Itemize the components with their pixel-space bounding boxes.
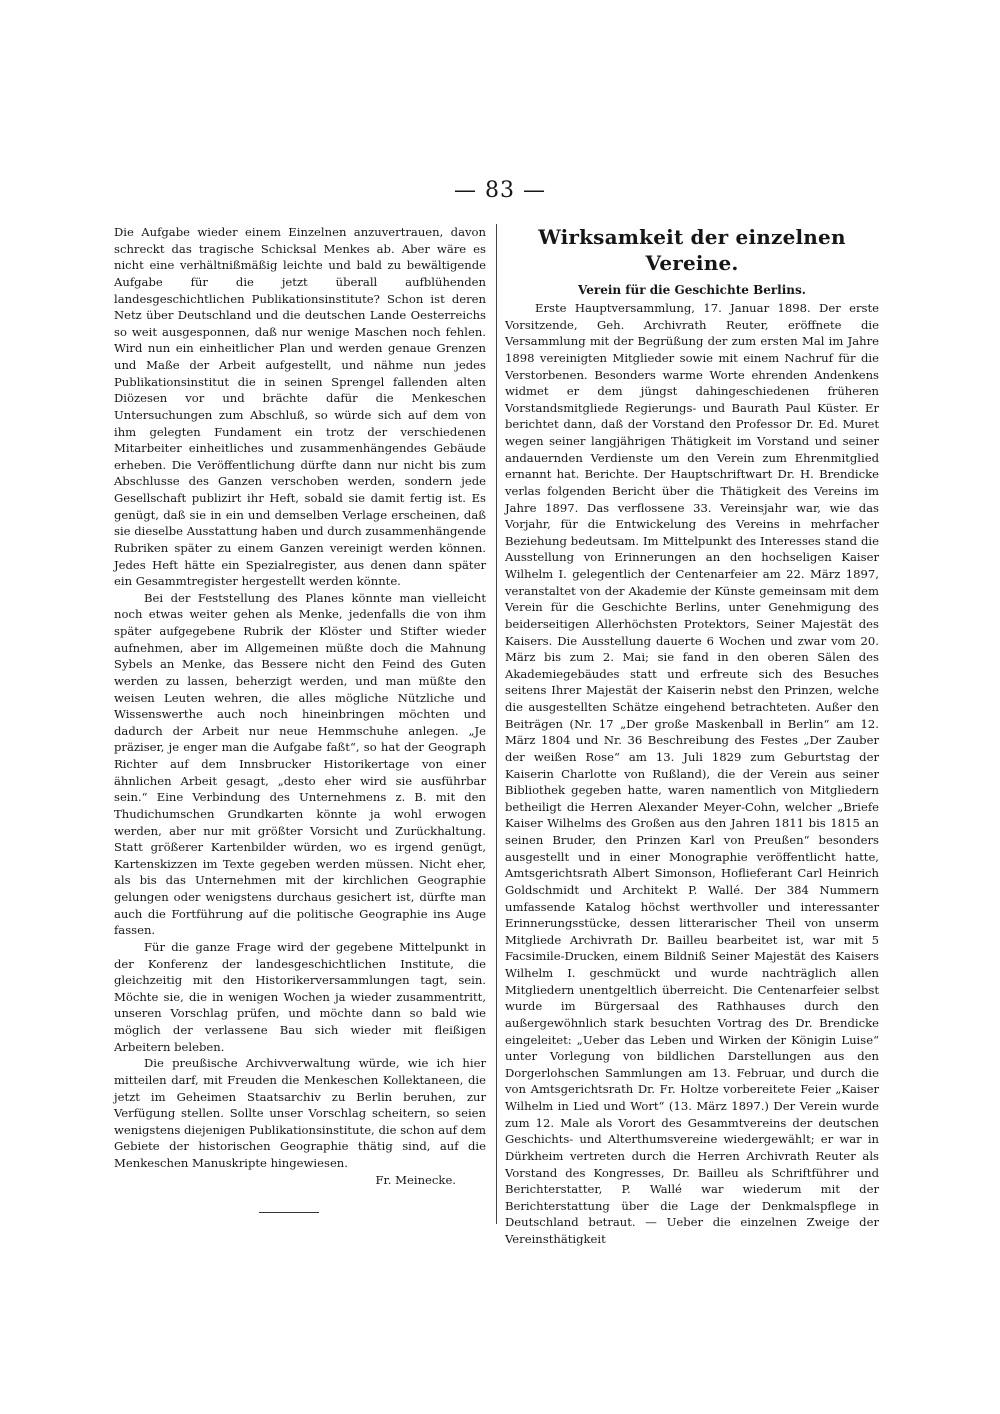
paragraph: Bei der Feststellung des Planes könnte man vielleicht noch etwas weiter gehen als Menke, jedenfalls die von ihm später aufgegebene Rubrik der Klöster und Stifter wieder aufnehmen, aber im Allgemeinen müßte doch die Mahnung Sybels an Menke, das Bessere nicht den Feind des Guten werden zu lassen, beherzigt werden, und man müßte den weisen Leuten wehren, die alles mögliche Nützliche und Wissenswerthe auch noch hineinbringen möchten und dadurch der Arbeit nur neue Hemmschuhe anlegen. „Je präziser, je enger man die Aufgabe faßt“, so hat der Geograph Richter auf dem Innsbrucker Historikertage von einer ähnlichen Arbeit gesagt, „desto eher wird sie ausführbar sein.“ Eine Verbindung des Unternehmens z. B. mit den Thudichumschen Grundkarten könnte ja wohl erwogen werden, aber nur mit größter Vorsicht und Zurückhaltung. Statt größerer Kartenbilder würden, wo es irgend genügt, Kartenskizzen im Texte gegeben werden müssen. Nicht eher, als bis das Unternehmen mit der kirchlichen Geographie gelungen oder wenigstens durchaus gesichert ist, dürfte man auch die Fortführung auf die politische Geographie ins Auge fassen. — [114, 590, 486, 938]
paragraph: Die Aufgabe wieder einem Einzelnen anzuvertrauen, davon schreckt das tragische Schicksal Menkes ab. Aber wäre es nicht eine verhältnißmäßig leichte und bald zu bewältigende Aufgabe für die jetzt überall aufblühenden landesgeschichtlichen Publikationsinstitute? Schon ist deren Netz über Deutschland und die deutschen Lande Oesterreichs so weit ausgesponnen, daß nur wenige Maschen noch fehlen. Wird nun ein einheitlicher Plan und werden genaue Grenzen und Maße der Arbeit aufgestellt, und nähme nun jedes Publikationsinstitut die in seinen Sprengel fallenden alten Diözesen vor und brächte dafür die Menkeschen Untersuchungen zum Abschluß, so würde sich auf dem von ihm gelegten Fundament ein trotz der verschiedenen Mitarbeiter einheitliches und zusammenhängendes Gebäude erheben. Die Veröffentlichung dürfte dann nur nicht bis zum Abschlusse des Ganzen verschoben werden, sondern jede Gesellschaft publizirt ihr Heft, sobald sie damit fertig ist. Es genügt, daß sie in ein und demselben Verlage erscheinen, daß sie dieselbe Ausstattung haben und durch zusammenhängende Rubriken später zu einem Ganzen vereinigt werden können. Jedes Heft hätte ein Spezialregister, aus denen dann später ein Gesammtregister hergestellt werden könnte. — [114, 225, 486, 589]
paragraph: Für die ganze Frage wird der gegebene Mittelpunkt in der Konferenz der landesgeschichtlichen Institute, die gleichzeitig mit den Historikerversammlungen tagt, sein. Möchte sie, die in wenigen Wochen ja wieder zusammentritt, unseren Vorschlag prüfen, und möchte dann so bald wie möglich der verlassene Bau sich wieder mit fleißigen Arbeitern beleben. — [114, 939, 486, 1054]
subheading: Verein für die Geschichte Berlins. — [578, 283, 806, 297]
column-divider — [496, 224, 497, 1224]
paragraph: Erste Hauptversammlung, 17. Januar 1898. Der erste Vorsitzende, Geh. Archivrath Reuter, eröffnete die Versammlung mit der Begrüßung der zum ersten Mal im Jahre 1898 vereinigten Mitglieder sowie mit einem Nachruf für die Verstorbenen. Besonders warme Worte ehrenden Andenkens widmet er dem jüngst dahingeschiedenen früheren Vorstandsmitgliede Regierungs- und Baurath Paul Küster. Er berichtet dann, daß der Vorstand den Professor Dr. Ed. Muret wegen seiner langjährigen Thätigkeit im Vorstand und seiner andauernden Verdienste um den Verein zum Ehrenmitglied ernannt hat. Berichte. Der Hauptschriftwart Dr. H. Brendicke verlas folgenden Bericht über die Thätigkeit des Vereins im Jahre 1897. Das verflossene 33. Vereinsjahr war, wie das Vorjahr, für die Entwickelung des Vereins in mehrfacher Beziehung bedeutsam. Im Mittelpunkt des Interesses stand die Ausstellung von Erinnerungen an den hochseligen Kaiser Wilhelm I. gelegentlich der Centenarfeier am 22. März 1897, veranstaltet von der Akademie der Künste gemeinsam mit dem Verein für die Geschichte Berlins, unter Genehmigung des beiderseitigen Allerhöchsten Protektors, Seiner Majestät des Kaisers. Die Ausstellung dauerte 6 Wochen und zwar vom 20. März bis zum 2. Mai; sie fand in den oberen Sälen des Akademiegebäudes statt und erfreute sich des Besuches seitens Ihrer Majestät der Kaiserin nebst den Prinzen, welche die ausgestellten Schätze eingehend betrachteten. Außer den Beiträgen (Nr. 17 „Der große Maskenball in Berlin“ am 12. März 1804 und Nr. 36 Beschreibung des Festes „Der Zauber der weißen Rose“ am 13. Juli 1829 zum Geburtstag der Kaiserin Charlotte von Rußland), die der Verein aus seiner Bibliothek gegeben hatte, waren namentlich von Mitgliedern betheiligt die Herren Alexander Meyer-Cohn, welcher „Briefe Kaiser Wilhelms des Großen aus den Jahren 1811 bis 1815 an seinen Bruder, den Prinzen Karl von Preußen“ besonders ausgestellt und in einer Monographie veröffentlicht hatte, Amtsgerichtsrath Albert Simonson, Hoflieferant Carl Heinrich Goldschmidt und Architekt P. Wallé. Der 384 Nummern umfassende Katalog höchst werthvoller und interessanter Erinnerungsstücke, dessen litterarischer Theil von unserm Mitgliede Archivrath Dr. Bailleu bearbeitet ist, war mit 5 Facsimile-Drucken, einem Bildniß Seiner Majestät des Kaisers Wilhelm I. geschmückt und wurde nachträglich allen Mitgliedern unentgeltlich überreicht. Die Centenarfeier selbst wurde im Bürgersaal des Rathhauses durch den außergewöhnlich stark besuchten Vortrag des Dr. Brendicke eingeleitet: „Ueber das Leben und Wirken der Königin Luise“ unter Vorlegung von bildlichen Darstellungen aus den Dorgerlohschen Sammlungen am 13. Februar, und durch die von Amtsgerichtsrath Dr. Fr. Holtze vorbereitete Feier „Kaiser Wilhelm in Lied und Wort“ (13. März 1897.) Der Verein wurde zum 12. Male als Vorort des Gesammtvereins der deutschen Geschichts- und Alterthumsvereine wiedergewählt; er war in Dürkheim vertreten durch die Herren Archivrath Reuter als Vorstand des Kongresses, Dr. Bailleu als Schriftführer und Berichterstatter, P. Wallé war wiederum mit der Berichterstattung über die Lage der Denkmalspflege in Deutschland betraut. — Ueber die einzelnen Zweige der Vereinsthätigkeit — [505, 301, 879, 1246]
section-heading: Wirksamkeit der einzelnen Vereine. — [538, 225, 846, 275]
paragraph: Die preußische Archivverwaltung würde, wie ich hier mitteilen darf, mit Freuden die Menkeschen Kollektaneen, die jetzt im Geheimen Staatsarchiv zu Berlin beruhen, zur Verfügung stellen. Sollte unser Vorschlag scheitern, so seien wenigstens diejenigen Publikationsinstitute, die schon auf dem Gebiete der historischen Geographie thätig sind, auf die Menkeschen Manuskripte hingewiesen. — [114, 1056, 486, 1170]
left-column — [114, 224, 486, 1213]
author-signature: Fr. Meinecke. — [375, 1172, 456, 1187]
right-column — [505, 222, 879, 1248]
end-rule — [259, 1212, 319, 1213]
page-number: — 83 — — [454, 178, 546, 203]
